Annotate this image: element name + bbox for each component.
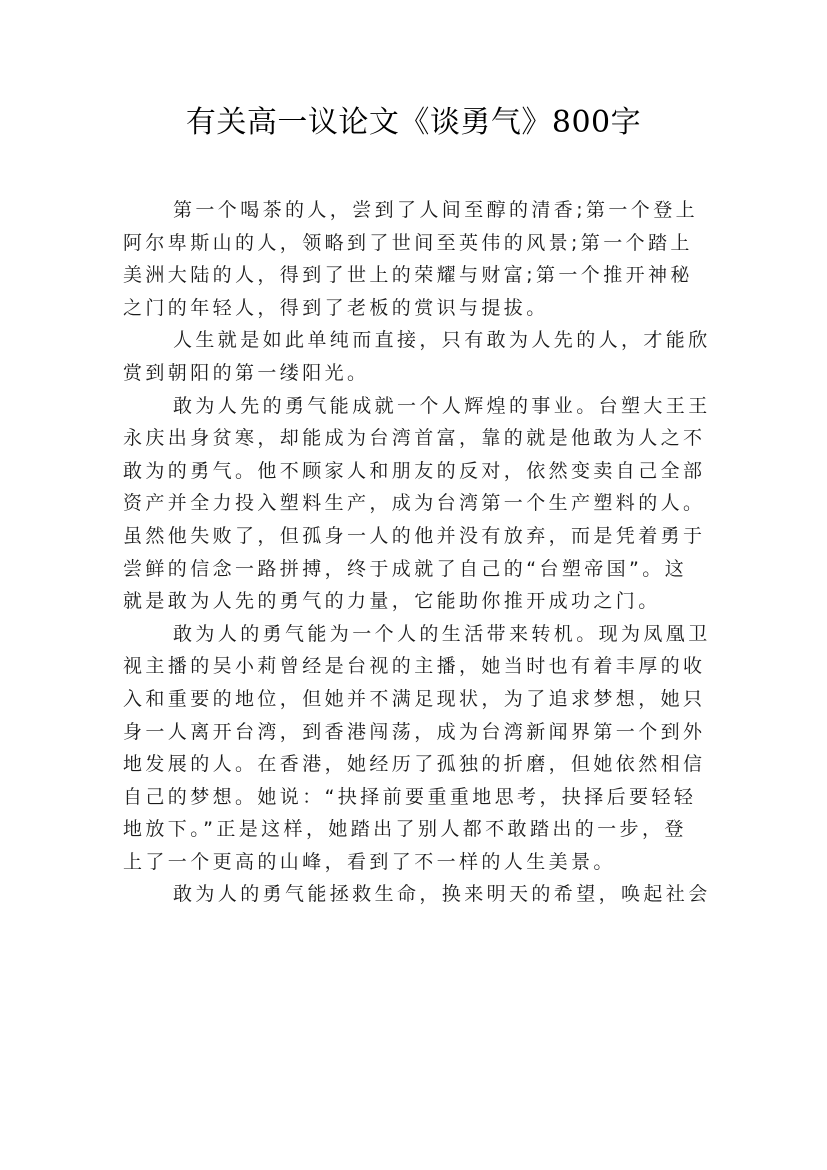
body-line: 地发展的人。在香港，她经历了孤独的折磨，但她依然相信	[123, 753, 706, 776]
document-title: 有关高一议论文《谈勇气》800字	[185, 105, 642, 140]
document-body	[123, 194, 711, 911]
body-line: 自己的梦想。她说：“抉择前要重重地思考，抉择后要轻轻	[123, 785, 697, 808]
body-line: 身一人离开台湾，到香港闯荡，成为台湾新闻界第一个到外	[123, 720, 706, 743]
body-line: 就是敢为人先的勇气的力量，它能助你推开成功之门。	[123, 590, 661, 613]
body-line: 上了一个更高的山峰，看到了不一样的人生美景。	[123, 850, 616, 873]
body-line: 人生就是如此单纯而直接，只有敢为人先的人，才能欣	[173, 329, 711, 352]
body-line: 入和重要的地位，但她并不满足现状，为了追求梦想，她只	[123, 687, 706, 710]
body-line: 之门的年轻人，得到了老板的赏识与提拔。	[123, 296, 549, 319]
body-line: 第一个喝茶的人，尝到了人间至醇的清香;第一个登上	[173, 199, 699, 221]
body-line: 敢为人的勇气能为一个人的生活带来转机。现为凤凰卫	[173, 622, 711, 645]
body-line: 敢为人的勇气能拯救生命，换来明天的希望，唤起社会	[173, 883, 711, 906]
body-line: 资产并全力投入塑料生产，成为台湾第一个生产塑料的人。	[123, 492, 706, 515]
body-line: 美洲大陆的人，得到了世上的荣耀与财富;第一个推开神秘	[123, 264, 693, 287]
body-line: 赏到朝阳的第一缕阳光。	[123, 361, 370, 384]
body-line: 敢为的勇气。他不顾家人和朋友的反对，依然变卖自己全部	[123, 459, 706, 482]
body-line: 虽然他失败了，但孤身一人的他并没有放弃，而是凭着勇于	[123, 524, 706, 547]
body-line: 阿尔卑斯山的人，领略到了世间至英伟的风景;第一个踏上	[123, 231, 693, 254]
body-line: 敢为人先的勇气能成就一个人辉煌的事业。台塑大王王	[173, 394, 711, 417]
body-line: 尝鲜的信念一路拼搏，终于成就了自己的“台塑帝国”。这	[123, 557, 688, 580]
body-line: 视主播的吴小莉曾经是台视的主播，她当时也有着丰厚的收	[123, 655, 706, 678]
body-line: 地放下。”正是这样，她踏出了别人都不敢踏出的一步，登	[123, 818, 687, 841]
body-line: 永庆出身贫寒，却能成为台湾首富，靠的就是他敢为人之不	[123, 427, 706, 450]
